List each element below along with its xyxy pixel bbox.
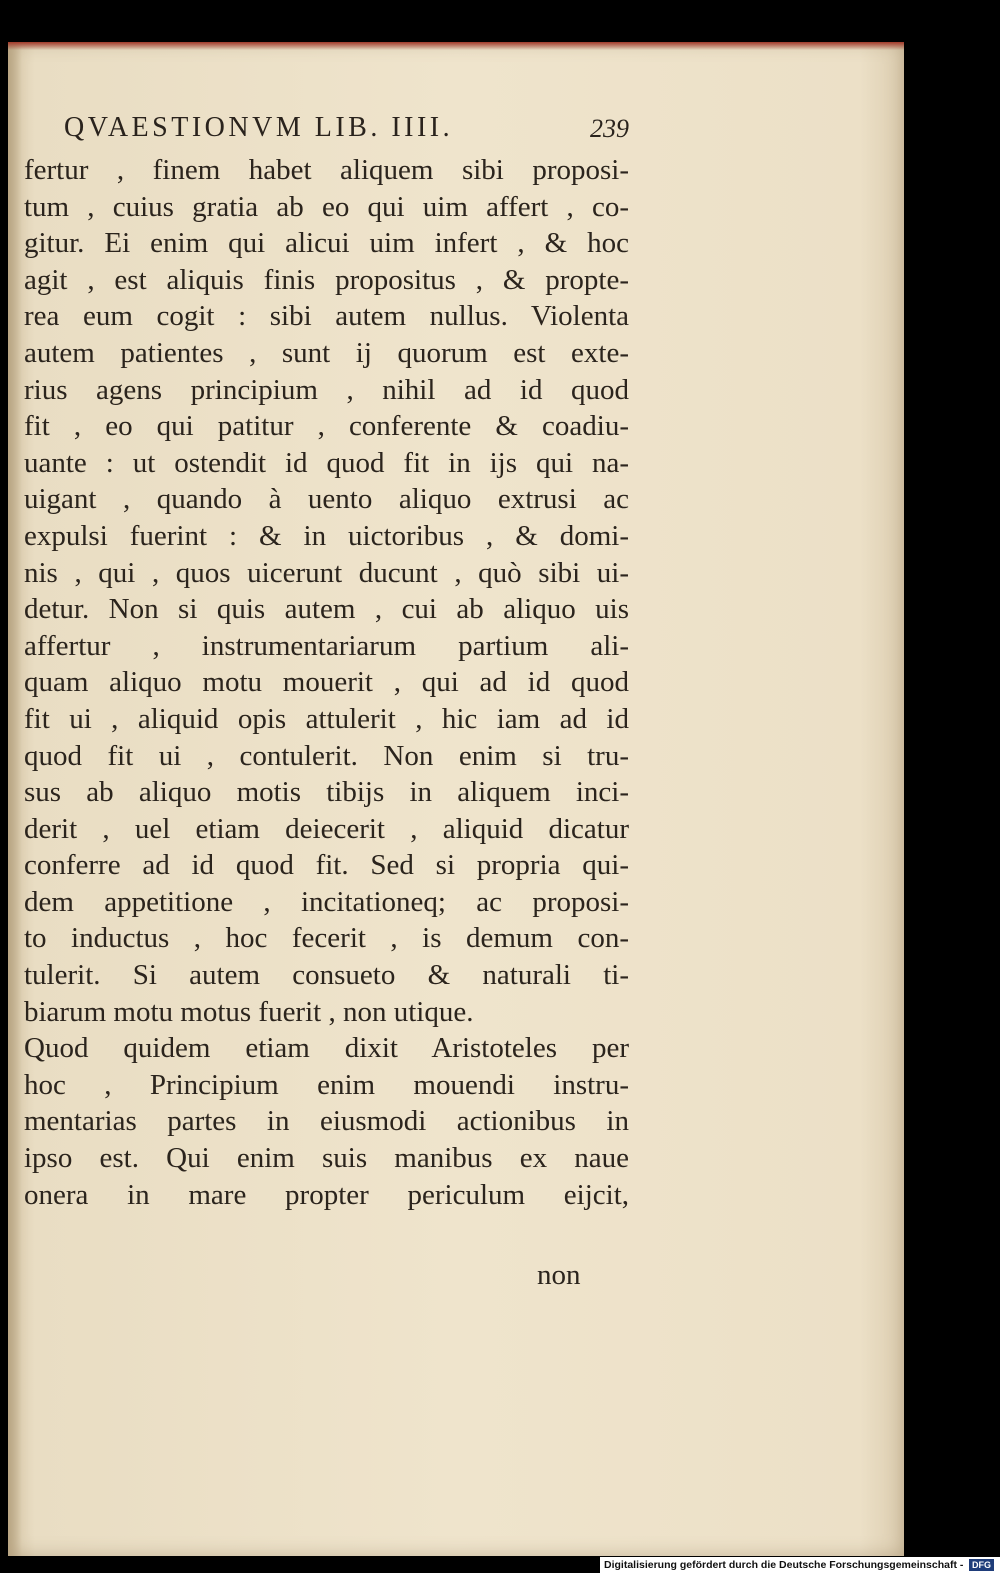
dfg-logo: DFG <box>969 1559 994 1571</box>
text-line: tulerit. Si autem consueto & naturali ti- <box>24 959 629 992</box>
text-line: detur. Non si quis autem , cui ab aliquo uis <box>24 593 629 626</box>
text-line: dem appetitione , incitationeq; ac proposi- <box>24 885 629 918</box>
body-text <box>24 152 629 1213</box>
text-line: autem patientes , sunt ij quorum est exte- <box>24 336 629 369</box>
text-line: quam aliquo motu mouerit , qui ad id quod <box>24 666 629 699</box>
text-line: affertur , instrumentariarum partium ali- <box>24 629 629 662</box>
text-line: uante : ut ostendit id quod fit in ijs qui na- <box>24 446 629 479</box>
book-page <box>8 42 904 1556</box>
text-line: quod fit ui , contulerit. Non enim si tru- <box>24 739 629 772</box>
text-line: Quod quidem etiam dixit Aristoteles per <box>24 1032 629 1065</box>
text-line: tum , cuius gratia ab eo qui uim affert , co- <box>24 190 629 223</box>
text-line: derit , uel etiam deiecerit , aliquid dicatur <box>24 812 629 845</box>
catchword: non <box>537 1259 581 1291</box>
text-line: to inductus , hoc fecerit , is demum con- <box>24 922 629 955</box>
text-line: fit ui , aliquid opis attulerit , hic iam ad id <box>24 702 629 735</box>
digitization-footer <box>600 1557 1000 1573</box>
text-line: rius agens principium , nihil ad id quod <box>24 373 629 406</box>
page-header <box>64 112 629 152</box>
text-line: agit , est aliquis finis propositus , & propte- <box>24 263 629 296</box>
page-number: 239 <box>590 114 629 143</box>
text-line: conferre ad id quod fit. Sed si propria qui- <box>24 849 629 882</box>
text-line: sus ab aliquo motis tibijs in aliquem inci- <box>24 776 629 809</box>
text-line: biarum motu motus fuerit , non utique. <box>24 995 474 1028</box>
text-line: ipso est. Qui enim suis manibus ex naue <box>24 1142 629 1175</box>
text-line: fit , eo qui patitur , conferente & coadiu- <box>24 410 629 443</box>
text-line: hoc , Principium enim mouendi instru- <box>24 1068 629 1101</box>
page-gutter-shadow <box>8 42 22 1556</box>
funding-credit: Digitalisierung gefördert durch die Deutsche Forschungsgemeinschaft - <box>604 1559 964 1571</box>
text-line: mentarias partes in eiusmodi actionibus in <box>24 1105 629 1138</box>
running-head: QVAESTIONVM LIB. IIII. <box>64 112 454 143</box>
text-line: uigant , quando à uento aliquo extrusi ac <box>24 483 629 516</box>
page-top-edge <box>8 42 904 50</box>
text-line: onera in mare propter periculum eijcit, <box>24 1178 629 1211</box>
text-line: rea eum cogit : sibi autem nullus. Violenta <box>24 300 629 333</box>
text-line: gitur. Ei enim qui alicui uim infert , & hoc <box>24 227 629 260</box>
text-line: expulsi fuerint : & in uictoribus , & domi- <box>24 519 629 552</box>
text-line: nis , qui , quos uicerunt ducunt , quò sibi ui- <box>24 556 629 589</box>
text-line: fertur , finem habet aliquem sibi proposi- <box>24 154 629 186</box>
